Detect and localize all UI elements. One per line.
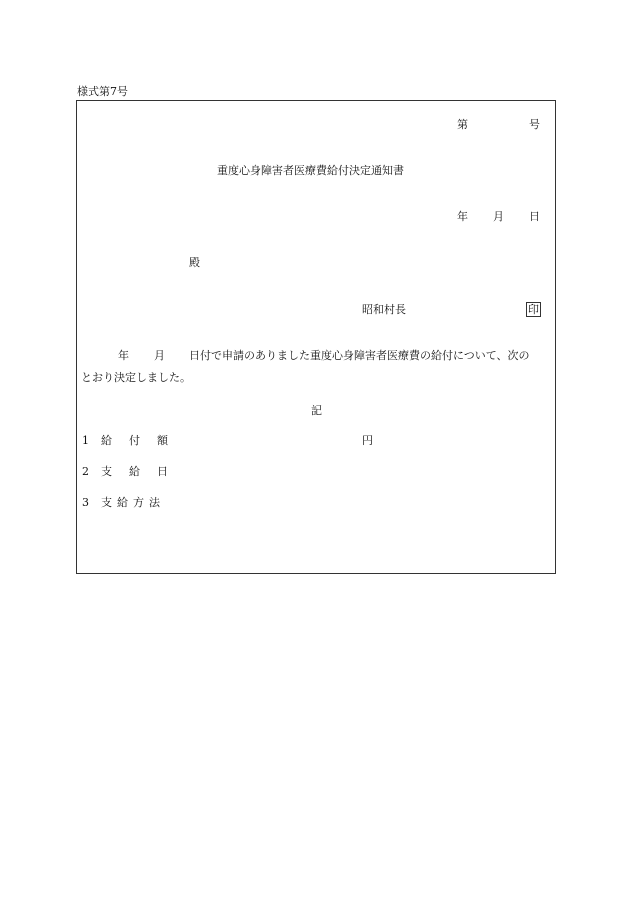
body-month-label: 月 <box>154 349 165 362</box>
item-3-label-char: 支 <box>101 496 112 509</box>
form-number-label: 様式第7号 <box>77 85 128 98</box>
item-1-label-char: 付 <box>129 434 140 447</box>
item-2-label <box>101 465 168 478</box>
item-1 <box>82 435 168 446</box>
item-1-label-char: 給 <box>101 434 112 447</box>
date-year-label: 年 <box>457 210 468 223</box>
item-2-label-char: 給 <box>129 465 140 478</box>
document-title: 重度心身障害者医療費給付決定通知書 <box>217 164 404 177</box>
body-text-line2: とおり決定しました。 <box>81 371 191 384</box>
seal-box: 印 <box>528 303 539 316</box>
body-text-line1: 日付で申請のありました重度心身障害者医療費の給付について、次の <box>189 349 530 362</box>
item-2-number: 2 <box>82 465 89 478</box>
item-1-number: 1 <box>82 434 89 447</box>
addressee-honorific: 殿 <box>189 256 200 269</box>
item-3-label-char: 法 <box>149 496 160 509</box>
date-month-label: 月 <box>493 210 504 223</box>
item-1-label <box>101 434 168 447</box>
item-1-label-char: 額 <box>157 434 168 447</box>
item-1-unit: 円 <box>362 434 373 447</box>
item-3-label-char: 給 <box>117 496 128 509</box>
body-year-label: 年 <box>118 349 129 362</box>
item-3 <box>82 497 160 508</box>
item-2-label-char: 支 <box>101 465 112 478</box>
item-3-number: 3 <box>82 496 89 509</box>
item-3-label-char: 方 <box>133 496 144 509</box>
item-2 <box>82 466 168 477</box>
number-prefix: 第 <box>457 118 468 131</box>
item-2-label-char: 日 <box>157 465 168 478</box>
item-3-label <box>101 496 160 509</box>
issuer-name: 昭和村長 <box>362 303 406 316</box>
ki-heading: 記 <box>311 404 322 417</box>
seal-mark <box>526 302 541 317</box>
number-suffix: 号 <box>529 118 540 131</box>
date-day-label: 日 <box>529 210 540 223</box>
